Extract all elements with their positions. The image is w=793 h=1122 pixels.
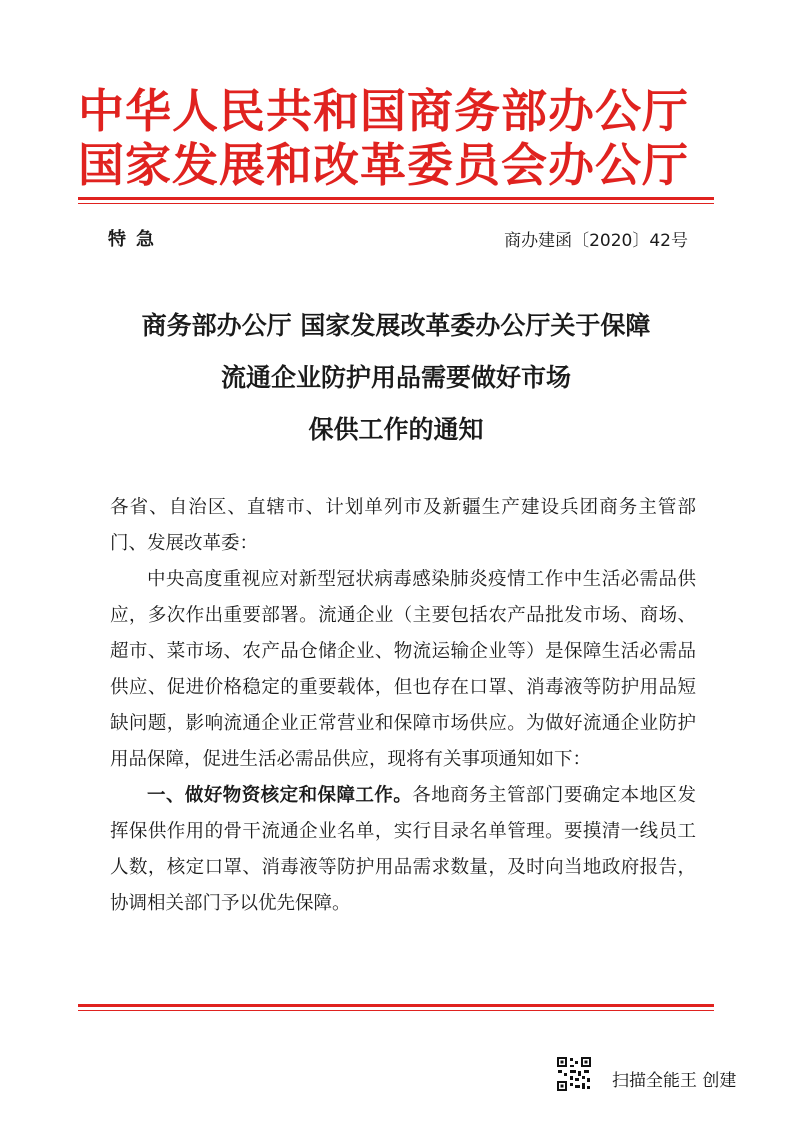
- footer-divider-thin: [78, 1010, 714, 1011]
- salutation: 各省、自治区、直辖市、计划单列市及新疆生产建设兵团商务主管部门、发展改革委：: [110, 497, 696, 554]
- body-paragraph-1: 中央高度重视应对新型冠状病毒感染肺炎疫情工作中生活必需品供应，多次作出重要部署。流通企业（主要包括农产品批发市场、商场、超市、菜市场、农产品仓储企业、物流运输企业等）是保障生活必需品供应、促进价格稳定的重要载体，但也存在口罩、消毒液等防护用品短缺问题，影响流通企业正常营业和保障市场供应。为做好流通企业防护用品保障，促进生活必需品供应，现将有关事项通知如下：: [110, 569, 696, 770]
- header-divider-thick: [78, 197, 714, 200]
- title-line-3: 保供工作的通知: [308, 415, 484, 444]
- header-divider-thin: [78, 203, 714, 204]
- title-line-2: 流通企业防护用品需要做好市场: [220, 363, 571, 392]
- document-body: [110, 490, 696, 922]
- scanner-watermark: 扫描全能王 创建: [612, 1071, 737, 1091]
- issuing-authority-header: [78, 84, 718, 192]
- urgency-label: 特急: [108, 229, 164, 250]
- section-1-text: 各地商务主管部门要确定本地区发挥保供作用的骨干流通企业名单，实行目录名单管理。要摸清一线员工人数，核定口罩、消毒液等防护用品需求数量，及时向当地政府报告，协调相关部门予以优先保障。: [110, 785, 696, 914]
- header-line-ndrc: 国家发展和改革委员会办公厅: [78, 138, 689, 192]
- header-line-commerce: 中华人民共和国商务部办公厅: [78, 84, 689, 138]
- document-title: [80, 300, 712, 456]
- qr-code-icon: [556, 1056, 592, 1092]
- body-section-1: [110, 778, 696, 922]
- document-number: 商办建函〔2020〕42号: [504, 231, 688, 251]
- footer-divider-thick: [78, 1004, 714, 1007]
- title-line-1: 商务部办公厅 国家发展改革委办公厅关于保障: [141, 311, 651, 340]
- section-1-heading: 一、做好物资核定和保障工作。: [147, 785, 413, 806]
